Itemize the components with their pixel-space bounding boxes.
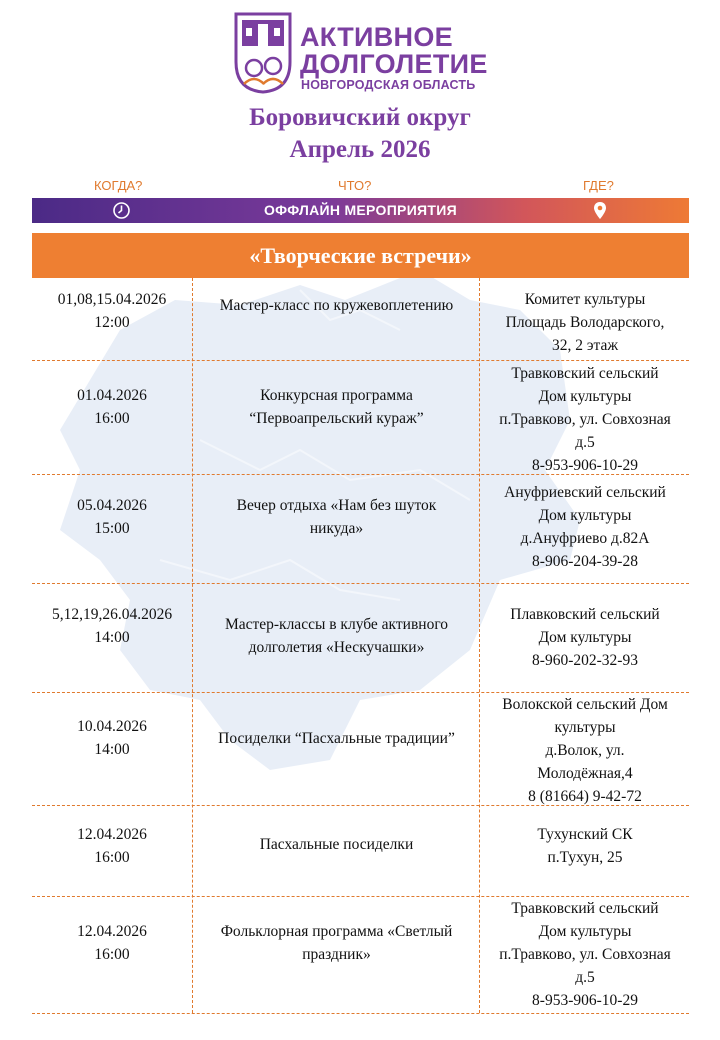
event-date-line: 15:00 <box>94 520 130 537</box>
event-place-line: Комитет культуры <box>524 291 646 308</box>
month-title: Апрель 2026 <box>289 136 431 163</box>
event-place-line: п.Травково, ул. Совхозная <box>499 411 671 428</box>
event-place-line: Дом культуры <box>538 629 632 646</box>
event-date-cell <box>32 384 192 430</box>
event-date-cell <box>32 603 192 649</box>
event-place-line: Дом культуры <box>538 923 632 940</box>
header-when: КОГДА? <box>94 178 143 193</box>
event-place-line: п.Травково, ул. Совхозная <box>499 946 671 963</box>
event-event-line: долголетия «Нескучашки» <box>248 639 425 656</box>
event-date-cell <box>32 920 192 966</box>
event-place-line: 32, 2 этаж <box>551 337 619 354</box>
event-event-line: Посиделки “Пасхальные традиции” <box>218 730 455 747</box>
event-place-line: д.Ануфриево д.82А <box>520 530 650 547</box>
event-date-line: 01,08,15.04.2026 <box>57 291 167 308</box>
row-divider <box>32 1013 689 1014</box>
logo-region-text: НОВГОРОДСКАЯ ОБЛАСТЬ <box>301 78 476 92</box>
event-event-line: Вечер отдыха «Нам без шуток <box>236 497 437 514</box>
event-place-line: культуры <box>554 719 616 736</box>
events-table <box>32 278 689 1013</box>
event-date-line: 16:00 <box>94 849 130 866</box>
section-title: «Творческие встречи» <box>249 243 472 268</box>
event-date-cell <box>32 288 192 334</box>
row-divider <box>32 474 689 475</box>
header-what: ЧТО? <box>338 178 372 193</box>
event-date-cell <box>32 494 192 540</box>
event-place-cell <box>481 481 689 573</box>
event-date-line: 5,12,19,26.04.2026 <box>51 606 173 623</box>
event-date-line: 12.04.2026 <box>77 826 147 843</box>
column-divider <box>192 278 193 1013</box>
event-place-line: Площадь Володарского, <box>505 314 665 331</box>
event-place-line: Плавковский сельский <box>510 606 660 623</box>
row-divider <box>32 360 689 361</box>
event-date-line: 16:00 <box>94 946 130 963</box>
event-event-cell <box>194 833 479 856</box>
event-date-line: 16:00 <box>94 410 130 427</box>
event-place-line: 8 (81664) 9-42-72 <box>528 788 642 805</box>
logo-title-line2: ДОЛГОЛЕТИЕ <box>300 49 488 79</box>
event-date-line: 12.04.2026 <box>77 923 147 940</box>
header-where: ГДЕ? <box>583 178 614 193</box>
event-place-cell <box>481 288 689 357</box>
event-event-line: Мастер-классы в клубе активного <box>224 616 449 633</box>
event-event-cell <box>194 920 479 966</box>
event-place-line: 8-906-204-39-28 <box>532 553 638 570</box>
event-event-line: праздник» <box>302 946 371 963</box>
event-place-line: п.Тухун, 25 <box>547 849 623 866</box>
event-event-line: Пасхальные посиделки <box>259 836 414 853</box>
event-place-cell <box>481 362 689 477</box>
location-pin-icon <box>593 201 607 220</box>
event-place-line: Дом культуры <box>538 507 632 524</box>
event-place-line: Молодёжная,4 <box>537 765 633 782</box>
event-date-line: 14:00 <box>94 629 130 646</box>
event-event-line: Мастер-класс по кружевоплетению <box>219 297 454 314</box>
event-place-line: Травковский сельский <box>511 900 659 917</box>
event-event-cell <box>194 613 479 659</box>
column-divider <box>479 278 480 1013</box>
logo <box>232 10 502 96</box>
logo-title-line1: АКТИВНОЕ <box>300 22 453 52</box>
event-event-cell <box>194 294 479 317</box>
event-date-line: 12:00 <box>94 314 130 331</box>
event-date-line: 05.04.2026 <box>77 497 147 514</box>
event-event-line: никуда» <box>309 520 364 537</box>
event-place-cell <box>481 897 689 1012</box>
event-place-cell <box>481 603 689 672</box>
event-place-line: Травковский сельский <box>511 365 659 382</box>
event-place-line: Дом культуры <box>538 388 632 405</box>
event-date-line: 01.04.2026 <box>77 387 147 404</box>
event-place-line: д.Волок, ул. <box>545 742 625 759</box>
event-place-line: Тухунский СК <box>537 826 633 843</box>
offline-events-band <box>32 198 689 223</box>
event-place-line: 8-953-906-10-29 <box>532 992 638 1009</box>
event-place-line: Ануфриевский сельский <box>504 484 666 501</box>
event-place-cell <box>481 823 689 869</box>
event-place-line: Волокской сельский Дом <box>502 696 668 713</box>
event-event-line: “Первоапрельский кураж” <box>249 410 424 427</box>
event-date-cell <box>32 823 192 869</box>
event-event-cell <box>194 727 479 750</box>
event-event-cell <box>194 494 479 540</box>
event-event-line: Конкурсная программа <box>260 387 413 404</box>
event-place-line: д.5 <box>575 434 595 451</box>
event-place-line: д.5 <box>575 969 595 986</box>
event-event-line: Фольклорная программа «Светлый <box>220 923 453 940</box>
section-header <box>32 233 689 278</box>
event-place-cell <box>481 693 689 808</box>
event-place-line: 8-960-202-32-93 <box>532 652 638 669</box>
band-title: ОФФЛАЙН МЕРОПРИЯТИЯ <box>263 202 457 218</box>
district-title: Боровичский округ <box>249 104 471 131</box>
event-date-line: 14:00 <box>94 741 130 758</box>
event-date-line: 10.04.2026 <box>77 718 147 735</box>
row-divider <box>32 583 689 584</box>
event-event-cell <box>194 384 479 430</box>
event-place-line: 8-953-906-10-29 <box>532 457 638 474</box>
event-date-cell <box>32 715 192 761</box>
row-divider <box>32 805 689 806</box>
logo-emblem-icon <box>232 10 294 94</box>
